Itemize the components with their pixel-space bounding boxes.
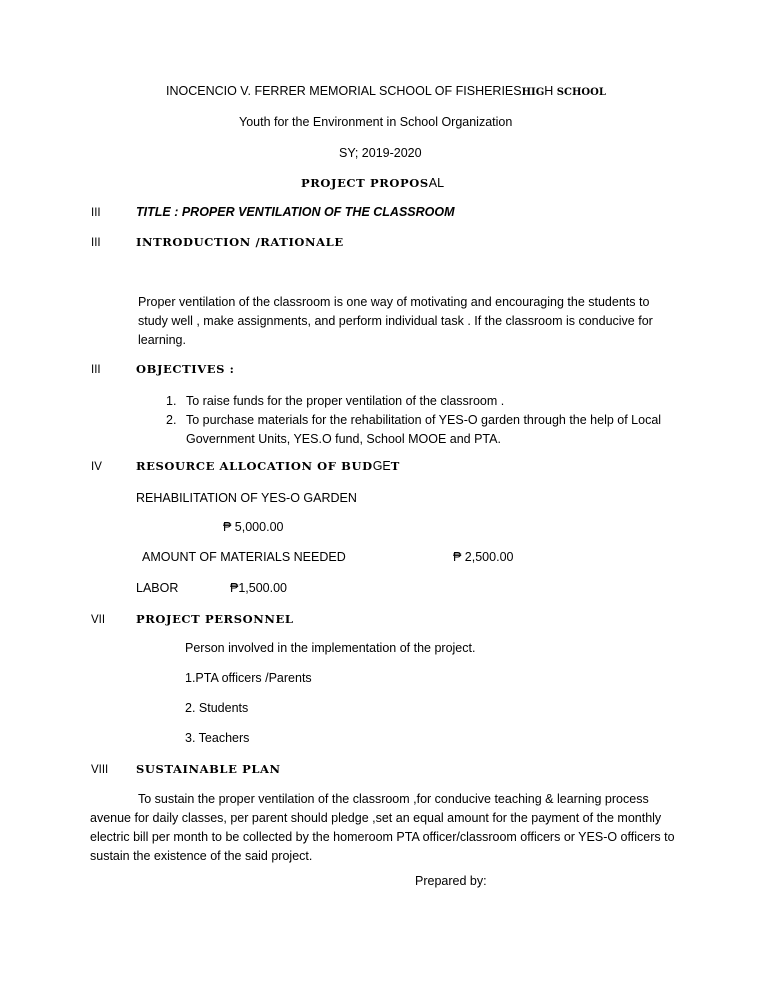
- intro-heading: INTRODUCTION /RATIONALE: [136, 235, 344, 249]
- budget-heading-tail: T: [390, 459, 400, 473]
- objective-item: [166, 411, 676, 449]
- budget-heading: [136, 459, 400, 473]
- objectives-numeral: III: [91, 364, 101, 376]
- school-name-h: H: [544, 84, 554, 98]
- materials-amount: ₱ 2,500.00: [453, 550, 514, 564]
- rehab-amount: ₱ 5,000.00: [223, 520, 284, 534]
- budget-numeral: IV: [91, 461, 102, 473]
- objective-text: To purchase materials for the rehabilitation of YES-O garden through the help of Local Government Units, YES.O fund, School MOOE and PTA.: [186, 413, 662, 446]
- intro-numeral: III: [91, 237, 101, 249]
- sustainable-body: To sustain the proper ventilation of the classroom ,for conducive teaching & learning process avenue for daily classes, per parent should pledge ,set an equal amount for the payment of the monthly electric bill per month to be collected by the homeroom PTA officer/classroom officers or YES-O officers to sustain the existence of the said project.: [90, 792, 675, 863]
- sustainable-numeral: VIII: [91, 764, 109, 776]
- objectives-heading: OBJECTIVES :: [136, 362, 235, 376]
- school-name-line: [166, 84, 606, 98]
- objectives-list: [166, 392, 676, 449]
- labor-amount: ₱1,500.00: [230, 581, 287, 595]
- personnel-item: 3. Teachers: [185, 731, 250, 745]
- title-numeral: III: [91, 207, 101, 219]
- sustainable-heading: SUSTAINABLE PLAN: [136, 762, 281, 776]
- proposal-tail: AL: [428, 176, 445, 190]
- budget-heading-mid: GE: [372, 459, 391, 473]
- personnel-intro: Person involved in the implementation of the project.: [185, 641, 476, 655]
- objective-text: To raise funds for the proper ventilation of the classroom .: [186, 394, 505, 408]
- intro-body: Proper ventilation of the classroom is one way of motivating and encouraging the students to study well , make assignments, and perform individual task . If the classroom is conducive for learning.: [138, 295, 653, 347]
- personnel-numeral: VII: [91, 614, 106, 626]
- school-name: INOCENCIO V. FERRER MEMORIAL SCHOOL OF FISHERIES: [166, 84, 522, 98]
- objective-marker: 1.: [166, 394, 177, 408]
- rehab-label: REHABILITATION OF YES-O GARDEN: [136, 491, 357, 505]
- personnel-heading: PROJECT PERSONNEL: [136, 612, 294, 626]
- organization-name: Youth for the Environment in School Organization: [239, 115, 513, 129]
- personnel-item: 1.PTA officers /Parents: [185, 671, 312, 685]
- school-name-hig: HIG: [521, 87, 545, 98]
- prepared-by: Prepared by:: [415, 874, 487, 888]
- project-proposal-heading: [301, 176, 444, 190]
- personnel-item: 2. Students: [185, 701, 249, 715]
- materials-label: AMOUNT OF MATERIALS NEEDED: [142, 550, 346, 564]
- proposal-title: TITLE : PROPER VENTILATION OF THE CLASSROOM: [136, 205, 455, 219]
- budget-heading-bold: RESOURCE ALLOCATION OF BUD: [136, 459, 373, 473]
- school-name-school: SCHOOL: [556, 87, 606, 98]
- school-year: SY; 2019-2020: [339, 146, 422, 160]
- proposal-bold: PROJECT PROPOS: [301, 176, 429, 190]
- objective-marker: 2.: [166, 413, 177, 427]
- labor-label: LABOR: [136, 581, 179, 595]
- objective-item: [166, 392, 676, 411]
